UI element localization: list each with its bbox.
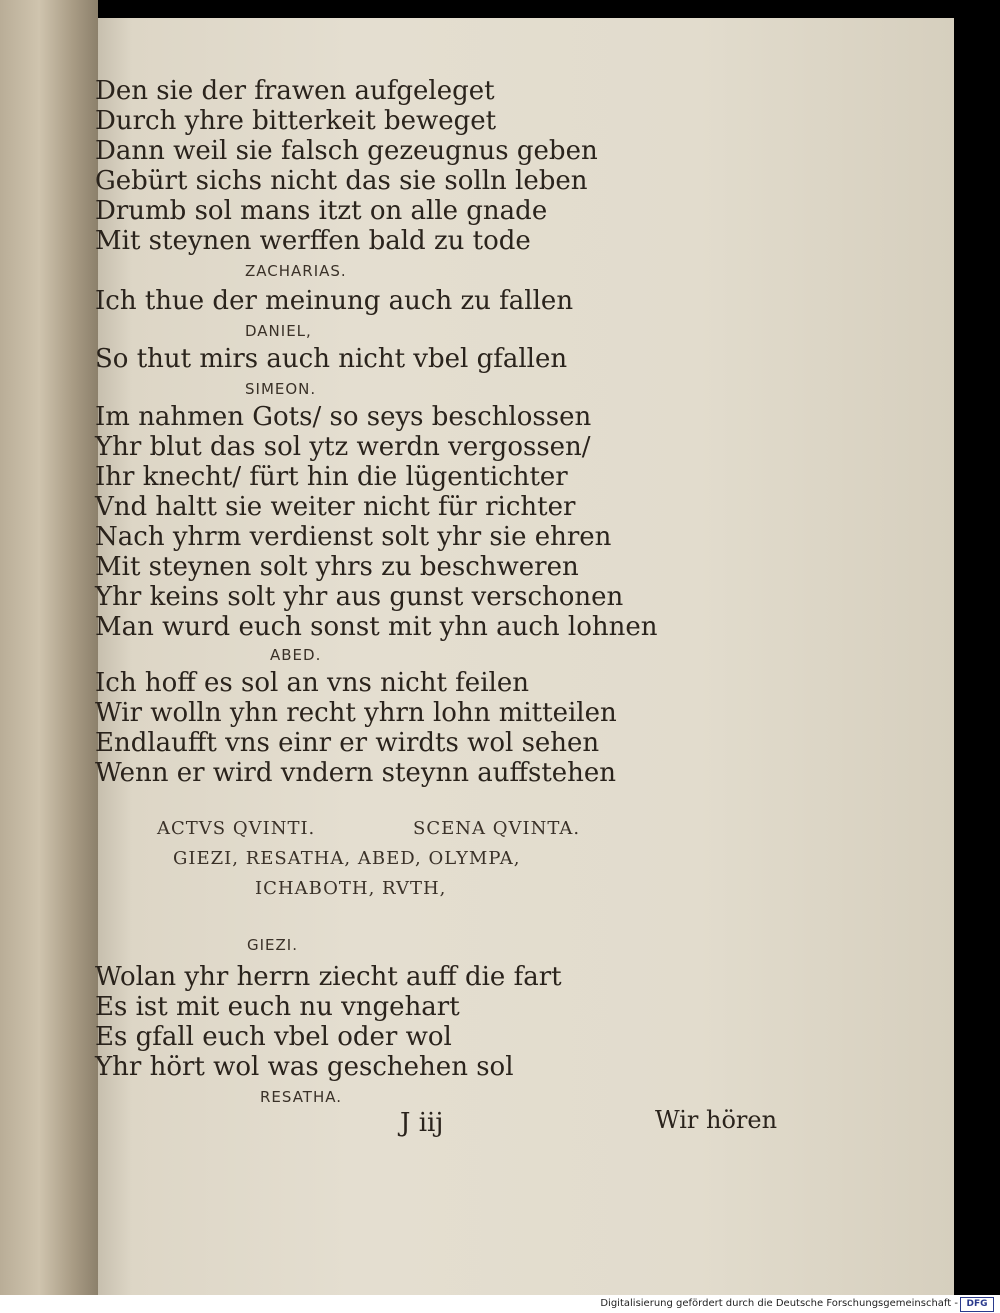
- speaker-name: GIEZI.: [247, 936, 298, 954]
- page-text: [95, 0, 955, 1295]
- book-spine: [0, 0, 98, 1295]
- verse-line: So thut mirs auch nicht vbel gfallen: [95, 344, 568, 374]
- verse-line: Es ist mit euch nu vngehart: [95, 992, 460, 1022]
- verse-line: Durch yhre bitterkeit beweget: [95, 106, 497, 136]
- verse-line: Nach yhrm verdienst solt yhr sie ehren: [95, 522, 612, 552]
- verse-line: Yhr hört wol was geschehen sol: [95, 1052, 514, 1082]
- verse-line: Vnd haltt sie weiter nicht für richter: [95, 492, 576, 522]
- verse-line: Yhr blut das sol ytz werdn vergossen/: [95, 432, 591, 462]
- speaker-name: ABED.: [270, 646, 322, 664]
- footer-credit: Digitalisierung gefördert durch die Deutsche Forschungsgemeinschaft -: [600, 1298, 958, 1309]
- dfg-logo-icon: DFG: [960, 1297, 994, 1312]
- speaker-name: ZACHARIAS.: [245, 262, 347, 280]
- verse-line: Wolan yhr herrn ziecht auff die fart: [95, 962, 562, 992]
- verse-line: Mit steynen werffen bald zu tode: [95, 226, 531, 256]
- verse-line: Man wurd euch sonst mit yhn auch lohnen: [95, 612, 658, 642]
- verse-line: Ich hoff es sol an vns nicht feilen: [95, 668, 529, 698]
- verse-line: Ich thue der meinung auch zu fallen: [95, 286, 574, 316]
- verse-line: Es gfall euch vbel oder wol: [95, 1022, 452, 1052]
- act-label: ACTVS QVINTI.: [157, 818, 316, 839]
- verse-line: Gebürt sichs nicht das sie solln leben: [95, 166, 588, 196]
- speaker-name: SIMEON.: [245, 380, 317, 398]
- verse-line: Ihr knecht/ fürt hin die lügentichter: [95, 462, 568, 492]
- verse-line: Endlaufft vns einr er wirdts wol sehen: [95, 728, 600, 758]
- verse-line: Im nahmen Gots/ so seys beschlossen: [95, 402, 592, 432]
- verse-line: Drumb sol mans itzt on alle gnade: [95, 196, 548, 226]
- scene-persons: ICHABOTH, RVTH,: [255, 878, 447, 899]
- verse-line: Den sie der frawen aufgeleget: [95, 76, 495, 106]
- catchword: Wir hören: [655, 1106, 778, 1134]
- verse-line: Wenn er wird vndern steynn auffstehen: [95, 758, 617, 788]
- verse-line: Yhr keins solt yhr aus gunst verschonen: [95, 582, 624, 612]
- scene-label: SCENA QVINTA.: [413, 818, 581, 839]
- signature-mark: J iij: [400, 1108, 444, 1138]
- scene-persons: GIEZI, RESATHA, ABED, OLYMPA,: [173, 848, 521, 869]
- verse-line: Wir wolln yhn recht yhrn lohn mitteilen: [95, 698, 617, 728]
- verse-line: Dann weil sie falsch gezeugnus geben: [95, 136, 598, 166]
- verse-line: Mit steynen solt yhrs zu beschweren: [95, 552, 579, 582]
- speaker-name: DANIEL,: [245, 322, 312, 340]
- speaker-name: RESATHA.: [260, 1088, 343, 1106]
